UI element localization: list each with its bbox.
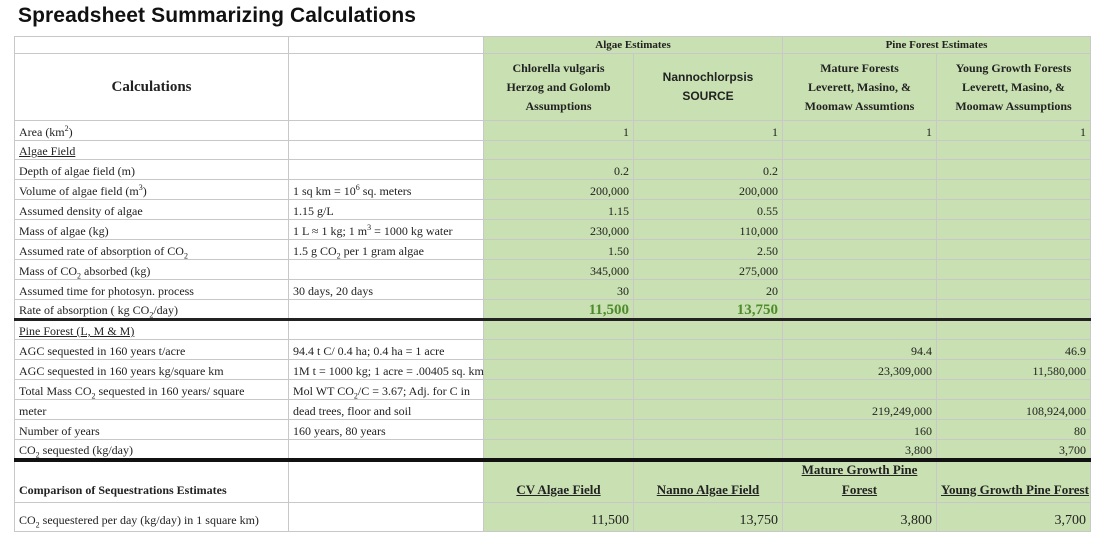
young-value: 46.9 (937, 340, 1091, 360)
young-value: 11,580,000 (937, 360, 1091, 380)
table-row (15, 240, 1091, 260)
row-label: Mass of $CO_2$ absorbed (kg) (15, 260, 289, 280)
row-note: 1 L ≈ 1 kg; 1 $m^3 = 1000$ kg water (289, 220, 484, 240)
cv-value: 230,000 (484, 220, 634, 240)
table-row (15, 220, 1091, 240)
cv-value: 345,000 (484, 260, 634, 280)
row-label: $CO_2$ sequested (kg/day) (15, 440, 289, 460)
row-label: Mass of algae (kg) (15, 220, 289, 240)
young-growth-pine-header-text: Young Growth Pine Forest (941, 481, 1089, 497)
col-header-mature-forests (783, 54, 937, 121)
cv-value: 1.50 (484, 240, 634, 260)
calculations-header: Calculations (15, 54, 289, 121)
col-header-chlorella-line1: Chlorella vulgaris (512, 60, 605, 75)
page-title: Spreadsheet Summarizing Calculations (18, 4, 417, 27)
col-header-young-line3: Moomaw Assumptions (955, 98, 1072, 113)
table-row (15, 380, 1091, 400)
col-header-nannochlorpsis (634, 54, 783, 121)
col-header-mature-line2: Leverett, Masino, & (807, 79, 912, 94)
row-label: Volume of algae field $(m^3)$ (15, 180, 289, 200)
row-label: AGC sequested in 160 years kg/square km (15, 360, 289, 380)
mature-value: 219,249,000 (783, 400, 937, 420)
area-young: 1 (937, 121, 1091, 141)
mature-growth-pine-header-line1: Mature Growth Pine (801, 461, 918, 477)
mature-growth-pine-header-line2: Forest (841, 481, 878, 497)
young-value: 108,924,000 (937, 400, 1091, 420)
mature-value: 23,309,000 (783, 360, 937, 380)
row-note: 1.15 g/L (289, 200, 484, 220)
table-row (15, 280, 1091, 300)
area-label: Area $(km^2)$ (15, 121, 289, 141)
nanno-value: 110,000 (634, 220, 783, 240)
row-note: 94.4 t C/ 0.4 ha; 0.4 ha = 1 acre (289, 340, 484, 360)
pine-forest-estimates-header: Pine Forest Estimates (783, 37, 1091, 54)
algae-field-heading-row (15, 141, 1091, 160)
algae-estimates-header: Algae Estimates (484, 37, 783, 54)
young-growth-pine-header (937, 460, 1091, 503)
algae-field-heading: Algae Field (15, 141, 289, 160)
table-row (15, 440, 1091, 460)
mature-value: 3,800 (783, 440, 937, 460)
row-label: AGC sequested in 160 years t/acre (15, 340, 289, 360)
young-value (937, 380, 1091, 400)
nanno-rate-value: 13,750 (634, 300, 783, 320)
row-note: 30 days, 20 days (289, 280, 484, 300)
table-row (15, 180, 1091, 200)
col-header-chlorella (484, 54, 634, 121)
area-nanno: 1 (634, 121, 783, 141)
table-row (15, 160, 1091, 180)
table-row (15, 340, 1091, 360)
row-label: Number of years (15, 420, 289, 440)
nanno-value: 0.2 (634, 160, 783, 180)
col-header-young-line1: Young Growth Forests (955, 60, 1072, 75)
column-header-row (15, 54, 1091, 121)
cv-rate-value: 11,500 (484, 300, 634, 320)
row-label: Assumed time for photosyn. process (15, 280, 289, 300)
cv-value: 1.15 (484, 200, 634, 220)
row-label: meter (15, 400, 289, 420)
mature-growth-pine-header (783, 460, 937, 503)
group-header-row (15, 37, 1091, 54)
row-label: Assumed density of algae (15, 200, 289, 220)
nanno-algae-field-header (634, 460, 783, 503)
row-label: Rate of absorption ( kg $CO_2/day$) (15, 300, 289, 320)
col-header-mature-line1: Mature Forests (820, 60, 899, 75)
pine-forest-heading: Pine Forest (L, M & M) (15, 320, 289, 340)
rate-row (15, 300, 1091, 320)
row-label: Assumed rate of absorption of $CO_2$ (15, 240, 289, 260)
table-row (15, 400, 1091, 420)
col-header-young-line2: Leverett, Masino, & (961, 79, 1066, 94)
nanno-algae-field-header-text: Nanno Algae Field (656, 481, 760, 497)
row-note: dead trees, floor and soil (289, 400, 484, 420)
nanno-value: 200,000 (634, 180, 783, 200)
col-header-nanno-line2: SOURCE (682, 89, 734, 103)
cv-algae-field-header (484, 460, 634, 503)
summary-spreadsheet (14, 36, 1091, 532)
comparison-row-label: $CO_2$ sequestered per day (kg/day) in 1 square km) (15, 502, 289, 531)
row-note (289, 260, 484, 280)
mature-value: 94.4 (783, 340, 937, 360)
nanno-value: 275,000 (634, 260, 783, 280)
table-row (15, 360, 1091, 380)
mature-value (783, 380, 937, 400)
row-label: Depth of algae field (m) (15, 160, 289, 180)
area-row (15, 121, 1091, 141)
table-row (15, 420, 1091, 440)
col-header-chlorella-line3: Assumptions (525, 98, 592, 113)
col-header-young-forests (937, 54, 1091, 121)
nanno-value: 20 (634, 280, 783, 300)
table-row (15, 260, 1091, 280)
comparison-young-value: 3,700 (937, 502, 1091, 531)
row-note: 1 sq km = $10^6$ sq. meters (289, 180, 484, 200)
young-value: 80 (937, 420, 1091, 440)
col-header-chlorella-line2: Herzog and Golomb (506, 79, 611, 94)
row-note: 160 years, 80 years (289, 420, 484, 440)
area-mature: 1 (783, 121, 937, 141)
comparison-value-row (15, 502, 1091, 531)
young-value: 3,700 (937, 440, 1091, 460)
cv-value: 200,000 (484, 180, 634, 200)
row-note (289, 160, 484, 180)
cv-value: 0.2 (484, 160, 634, 180)
comparison-label: Comparison of Sequestrations Estimates (15, 460, 289, 503)
area-cv: 1 (484, 121, 634, 141)
col-header-nanno-line1: Nannochlorpsis (662, 70, 754, 84)
row-label: Total Mass $CO_2$ sequested in 160 years/ square (15, 380, 289, 400)
comparison-mature-value: 3,800 (783, 502, 937, 531)
row-note: Mol WT $CO_2/C = 3.67$; Adj. for C in (289, 380, 484, 400)
row-note: 1M t = 1000 kg; 1 acre = .00405 sq. km (289, 360, 484, 380)
mature-value: 160 (783, 420, 937, 440)
nanno-value: 2.50 (634, 240, 783, 260)
comparison-cv-value: 11,500 (484, 502, 634, 531)
nanno-value: 0.55 (634, 200, 783, 220)
row-note: 1.5 g $CO_2$ per 1 gram algae (289, 240, 484, 260)
table-row (15, 200, 1091, 220)
pine-forest-heading-row (15, 320, 1091, 340)
comparison-header-row (15, 460, 1091, 503)
comparison-nanno-value: 13,750 (634, 502, 783, 531)
col-header-mature-line3: Moomaw Assumtions (804, 98, 915, 113)
cv-value: 30 (484, 280, 634, 300)
cv-algae-field-header-text: CV Algae Field (516, 481, 601, 497)
